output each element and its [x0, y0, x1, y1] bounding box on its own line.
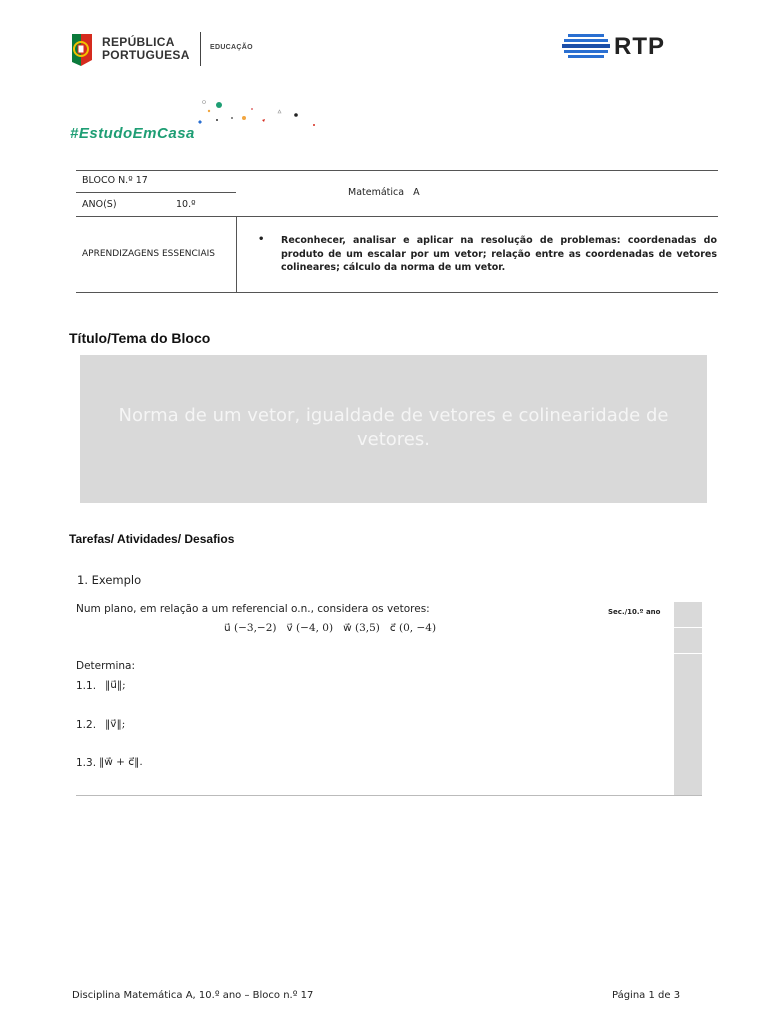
task-box: [76, 602, 702, 796]
portugal-emblem-icon: [68, 32, 94, 66]
ano-label: ANO(S): [82, 199, 117, 210]
decorative-dots-icon: [190, 96, 330, 132]
bullet-icon: •: [258, 234, 265, 245]
estudo-em-casa-hashtag: #EstudoEmCasa: [70, 125, 195, 142]
item-3-number: 1.3.: [76, 757, 97, 769]
item-1-expression: ‖u⃗‖;: [105, 679, 126, 691]
sec-label: Sec./10.º ano: [608, 608, 661, 616]
table-column-divider: [236, 216, 237, 293]
table-row-divider: [76, 216, 718, 217]
vectors-list: u⃗ (−3,−2) v⃗ (−4, 0) w⃗ (3,5) c⃗ (0, −4): [224, 622, 437, 634]
side-column-divider: [674, 653, 702, 654]
gov-line1: REPÚBLICA: [102, 35, 175, 49]
table-top-border: [76, 170, 718, 171]
info-table: [76, 170, 718, 293]
republica-portuguesa-logo: [68, 32, 268, 68]
item-3-expression: ‖w⃗ + c⃗‖.: [99, 756, 143, 768]
bloco-label: BLOCO N.º 17: [82, 175, 148, 186]
table-row-divider: [76, 192, 236, 193]
item-2-number: 1.2.: [76, 719, 97, 731]
footer-discipline: Disciplina Matemática A, 10.º ano – Bloco n.º 17: [72, 990, 314, 1001]
logo-divider: [200, 32, 201, 66]
theme-box: [80, 355, 707, 503]
subject-name: Matemática A: [348, 187, 420, 198]
item-1-number: 1.1.: [76, 680, 97, 692]
rtp-stripes-icon: [562, 34, 610, 60]
gov-dept: EDUCAÇÃO: [210, 44, 253, 51]
determine-label: Determina:: [76, 660, 136, 672]
gov-line2: PORTUGUESA: [102, 48, 190, 62]
task-box-bottom-border: [76, 795, 702, 796]
example-title: 1. Exemplo: [77, 573, 142, 587]
item-2-expression: ‖v⃗‖;: [105, 718, 126, 730]
rtp-wordmark: RTP: [614, 33, 665, 60]
side-column: [674, 602, 702, 795]
ano-value: 10.º: [176, 199, 196, 210]
aprendizagens-label: APRENDIZAGENS ESSENCIAIS: [82, 249, 215, 259]
tasks-section-title: Tarefas/ Atividades/ Desafios: [69, 532, 235, 546]
table-bottom-border: [76, 292, 718, 293]
theme-section-title: Título/Tema do Bloco: [69, 330, 211, 346]
task-intro: Num plano, em relação a um referencial o.n., considera os vetores:: [76, 603, 430, 615]
aprendizagens-text: Reconhecer, analisar e aplicar na resolução de problemas: coordenadas do produto de um escalar por um vetor; relação entre as coordenadas de vetores colineares; cálculo da norma de um vetor.: [281, 235, 717, 273]
footer-page-number: Página 1 de 3: [612, 990, 681, 1001]
theme-text: Norma de um vetor, igualdade de vetores e colinearidade de vetores.: [118, 405, 669, 450]
rtp-logo: [562, 34, 682, 60]
side-column-divider: [674, 627, 702, 628]
